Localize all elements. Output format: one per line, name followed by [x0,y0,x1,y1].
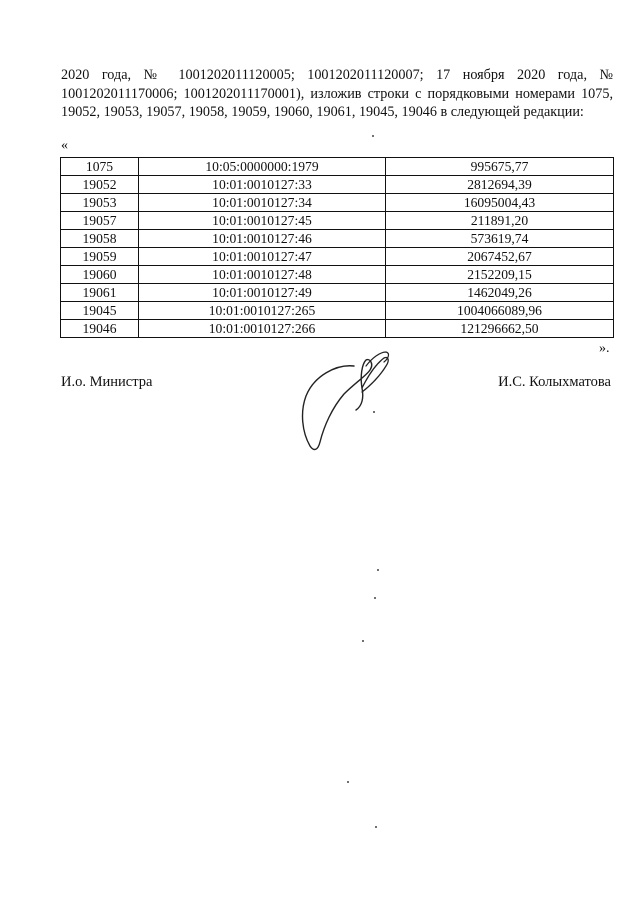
cadastral-number-cell: 10:01:0010127:45 [139,212,386,230]
scan-speck [377,569,379,571]
value-cell: 573619,74 [386,230,614,248]
value-cell: 2152209,15 [386,266,614,284]
table-row [61,194,614,212]
row-number-cell: 19059 [61,248,139,266]
row-number-cell: 19052 [61,176,139,194]
scan-speck [372,135,374,137]
row-number-cell: 1075 [61,158,139,176]
value-cell: 16095004,43 [386,194,614,212]
table-row [61,266,614,284]
value-cell: 2812694,39 [386,176,614,194]
row-number-cell: 19060 [61,266,139,284]
table-row [61,302,614,320]
scan-speck [375,826,377,828]
cadastral-number-cell: 10:01:0010127:265 [139,302,386,320]
closing-quote: ». [599,341,610,356]
table-row [61,176,614,194]
scan-speck [347,781,349,783]
value-cell: 1462049,26 [386,284,614,302]
body-paragraph: 2020 года, № 1001202011120005; 1001202011120007; 17 ноября 2020 года, № 1001202011170006; 1001202011170001), изложив строки с порядковыми номерами 1075, 19052, 19053, 19057, 19058, 19059, 19060, 19061, 19045, 19046 в следующей редакции: [61,67,613,120]
table-row [61,212,614,230]
value-cell: 211891,20 [386,212,614,230]
cadastral-number-cell: 10:05:0000000:1979 [139,158,386,176]
opening-quote: « [61,138,68,153]
cadastral-number-cell: 10:01:0010127:33 [139,176,386,194]
cadastral-number-cell: 10:01:0010127:46 [139,230,386,248]
cadastral-number-cell: 10:01:0010127:266 [139,320,386,338]
table-row [61,284,614,302]
cadastral-number-cell: 10:01:0010127:49 [139,284,386,302]
scan-speck [374,597,376,599]
table-row [61,158,614,176]
table-row [61,248,614,266]
table-row [61,320,614,338]
cadastral-table [60,157,614,338]
value-cell: 121296662,50 [386,320,614,338]
row-number-cell: 19058 [61,230,139,248]
value-cell: 995675,77 [386,158,614,176]
signatory-title: И.о. Министра [61,374,153,390]
scan-speck [373,411,375,413]
row-number-cell: 19061 [61,284,139,302]
cadastral-number-cell: 10:01:0010127:47 [139,248,386,266]
row-number-cell: 19046 [61,320,139,338]
value-cell: 2067452,67 [386,248,614,266]
table-row [61,230,614,248]
scan-speck [362,640,364,642]
cadastral-table-body [61,158,614,338]
signatory-name: И.С. Колыхматова [498,374,611,390]
handwritten-signature [296,346,406,456]
cadastral-number-cell: 10:01:0010127:34 [139,194,386,212]
row-number-cell: 19057 [61,212,139,230]
row-number-cell: 19045 [61,302,139,320]
value-cell: 1004066089,96 [386,302,614,320]
row-number-cell: 19053 [61,194,139,212]
cadastral-number-cell: 10:01:0010127:48 [139,266,386,284]
